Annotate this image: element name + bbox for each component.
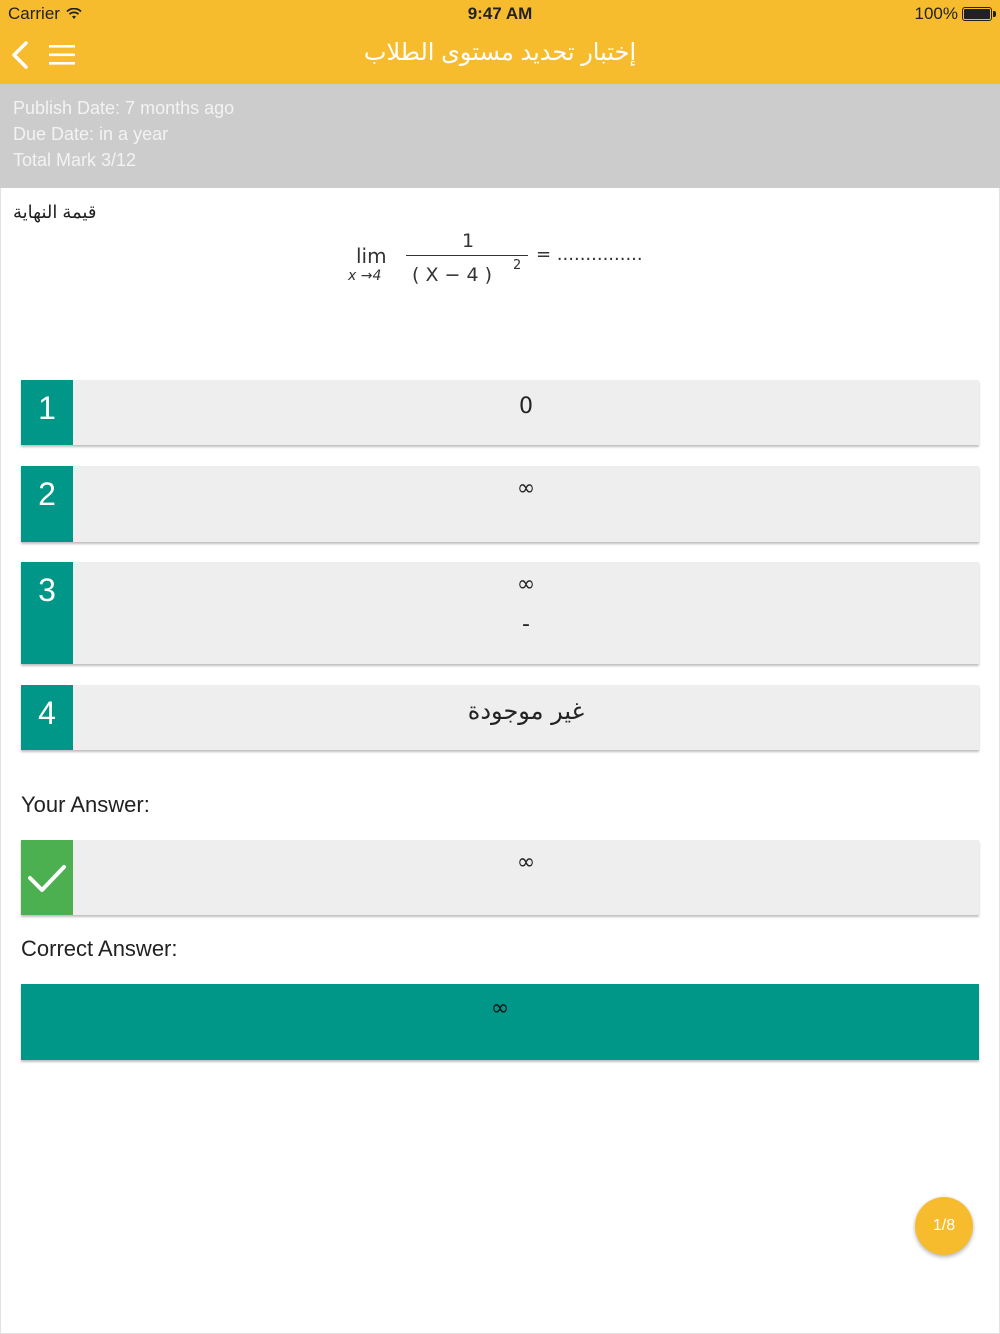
status-time: 9:47 AM [467,4,533,23]
limit-formula [340,228,670,296]
option-text: 0 [519,394,533,419]
formula-exponent: 2 [513,258,522,273]
total-mark: Total Mark 3/12 [13,150,137,170]
app-header [0,0,1000,84]
option-text: غير موجودة [467,697,585,725]
question-label: قيمة النهاية [13,202,97,222]
battery-icon [962,7,992,21]
your-answer-box [21,840,979,915]
option-number-badge: 4 [21,685,73,750]
your-answer-value: ∞ [516,850,536,875]
carrier-label: Carrier [8,4,60,23]
answer-option-3[interactable] [21,562,979,664]
page-indicator-button[interactable]: 1/8 [915,1197,973,1255]
answer-option-4[interactable] [21,685,979,750]
correct-check-badge [21,840,73,915]
due-date: Due Date: in a year [13,124,169,144]
option-text: ∞ [516,572,536,597]
option-number-badge: 2 [21,466,73,542]
option-text-line2: - [522,612,530,637]
option-number-badge: 3 [21,562,73,664]
formula-subscript: x →4 [348,268,382,284]
option-text: ∞ [516,476,536,501]
formula-lim: lim [356,244,387,268]
formula-equals: = ............... [536,244,643,265]
correct-answer-value: ∞ [490,996,510,1021]
page-title: إختبار تحديد مستوى الطلاب [363,39,637,66]
status-battery [915,4,992,24]
question-panel [0,188,1000,1334]
formula-denominator: ( X − 4 ) [412,264,493,286]
formula-numerator: 1 [462,230,475,252]
quiz-info-panel [0,84,1000,188]
answer-option-1[interactable] [21,380,979,445]
option-number-badge: 1 [21,380,73,445]
your-answer-label: Your Answer: [21,792,150,817]
correct-answer-box [21,984,979,1060]
fraction-line [406,255,528,256]
check-icon [21,840,73,915]
publish-date: Publish Date: 7 months ago [13,98,235,118]
battery-percent: 100% [914,4,958,23]
answer-option-2[interactable] [21,466,979,542]
correct-answer-label: Correct Answer: [21,936,178,961]
